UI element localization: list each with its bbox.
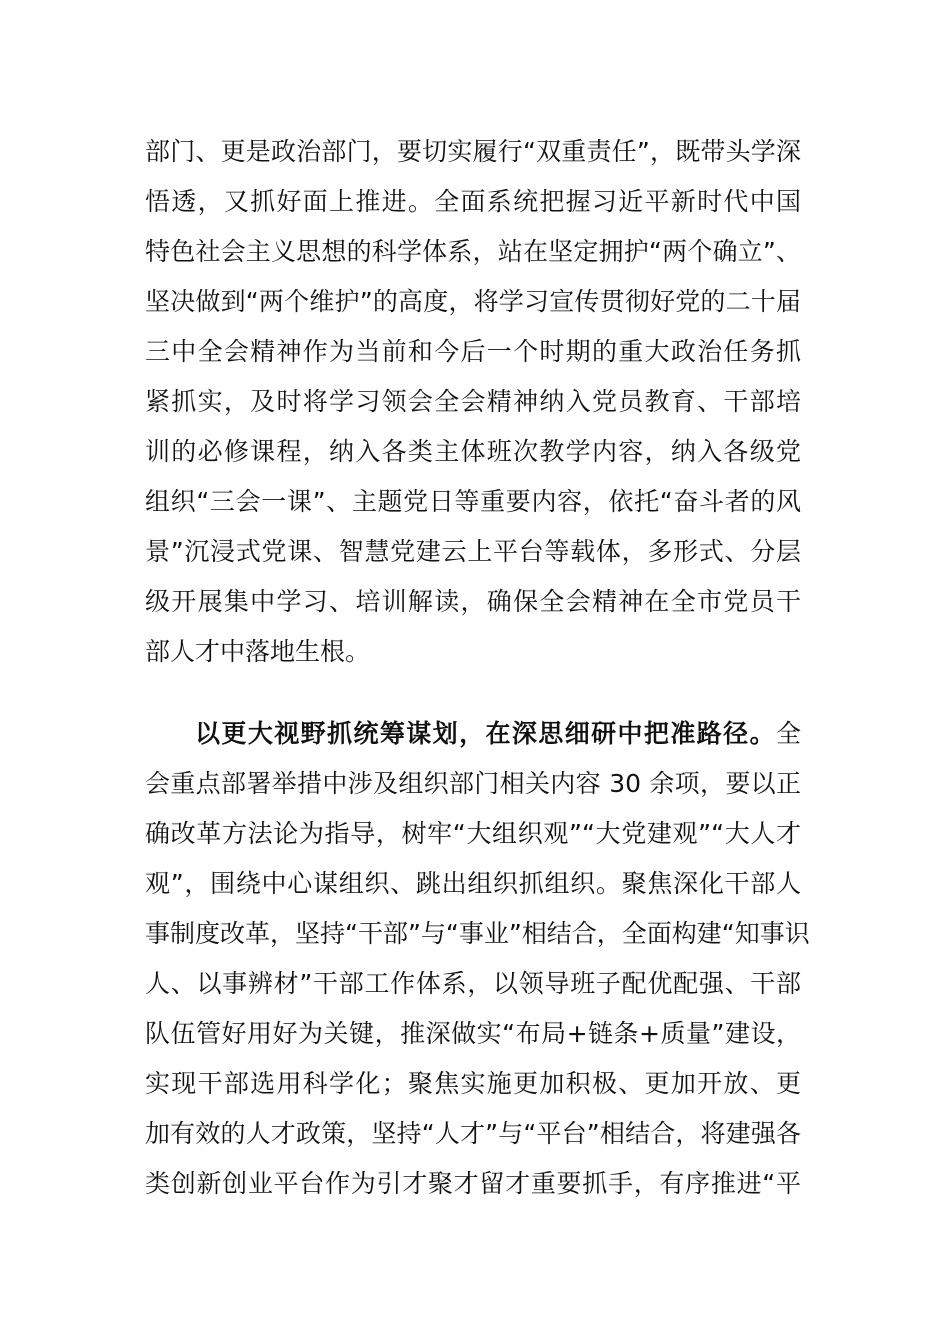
paragraph-line: 实现干部选用科学化；聚焦实施更加积极、更加开放、更	[145, 1069, 801, 1098]
paragraph-line: 训的必修课程，纳入各类主体班次教学内容，纳入各级党	[145, 437, 801, 466]
paragraph-line: 会重点部署举措中涉及组织部门相关内容 30 余项，要以正	[145, 769, 801, 798]
paragraph-line: 类创新创业平台作为引才聚才留才重要抓手，有序推进“平	[145, 1169, 801, 1198]
paragraph-line: 事制度改革，坚持“干部”与“事业”相结合，全面构建“知事识	[145, 919, 810, 948]
paragraph-line: 悟透，又抓好面上推进。全面系统把握习近平新时代中国	[145, 187, 801, 216]
paragraph-line: 紧抓实，及时将学习领会全会精神纳入党员教育、干部培	[145, 387, 801, 416]
paragraph-line: 部门、更是政治部门，要切实履行“双重责任”，既带头学深	[145, 137, 801, 166]
paragraph-line: 加有效的人才政策，坚持“人才”与“平台”相结合，将建强各	[145, 1119, 801, 1148]
paragraph-line: 级开展集中学习、培训解读，确保全会精神在全市党员干	[145, 587, 801, 616]
paragraph-line: 特色社会主义思想的科学体系，站在坚定拥护“两个确立”、	[145, 237, 801, 266]
paragraph-first-line	[145, 709, 801, 759]
paragraph-line: 队伍管好用好为关键，推深做实“布局+链条+质量”建设，	[145, 1019, 801, 1048]
paragraph-line: 观”，围绕中心谋组织、跳出组织抓组织。聚焦深化干部人	[145, 869, 801, 898]
paragraph-2	[145, 709, 810, 1209]
paragraph-line: 景”沉浸式党课、智慧党建云上平台等载体，多形式、分层	[145, 537, 801, 566]
paragraph-line: 坚决做到“两个维护”的高度，将学习宣传贯彻好党的二十届	[145, 287, 801, 316]
paragraph-line-rest: 全	[775, 719, 801, 748]
paragraph-line: 确改革方法论为指导，树牢“大组织观”“大党建观”“大人才	[145, 819, 801, 848]
paragraph-line: 三中全会精神作为当前和今后一个时期的重大政治任务抓	[145, 337, 801, 366]
paragraph-line: 组织“三会一课”、主题党日等重要内容，依托“奋斗者的风	[145, 487, 801, 516]
paragraph-1	[145, 127, 801, 677]
paragraph-lead-heading: 以更大视野抓统筹谋划，在深思细研中把准路径。	[195, 719, 776, 748]
paragraph-line: 部人才中落地生根。	[145, 637, 371, 666]
paragraph-line: 人、以事辨材”干部工作体系，以领导班子配优配强、干部	[145, 969, 801, 998]
